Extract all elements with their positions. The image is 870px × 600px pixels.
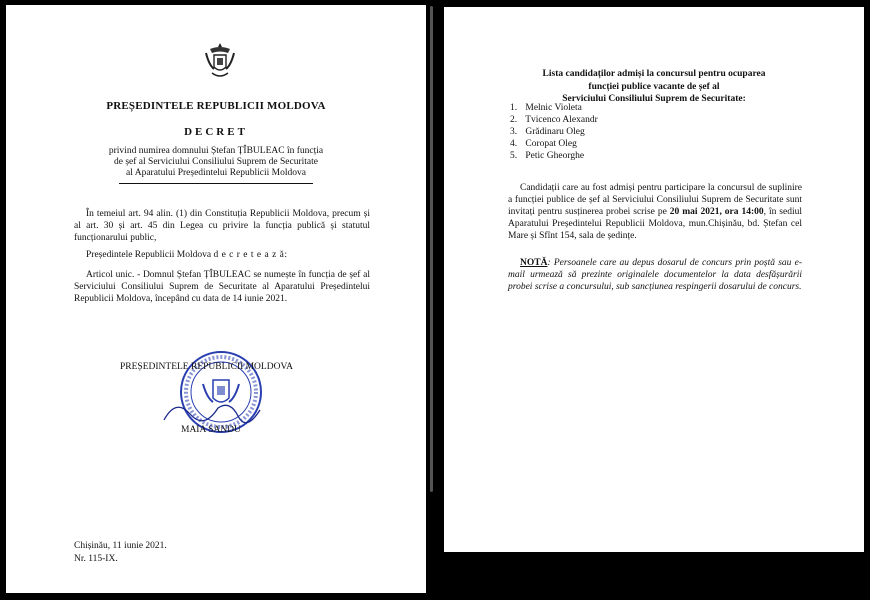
list-item: 5. Petic Gheorghe <box>510 151 585 161</box>
list-title-line: funcției publice vacante de șef al <box>588 82 720 92</box>
note-text: : Persoanele care au depus dosarul de concurs prin poștă sau e-mail urmează să prezinte originalele documentelor la data desfășurării probei scrise a concursului, sub sancțiunea respingerii dosarului de concurs. <box>508 258 802 292</box>
single-article-paragraph: Articol unic. - Domnul Ștefan ȚÎBULEAC se numește în funcția de șef al Serviciului Consiliului Suprem de Securitate al Aparatului Președintelui Republicii Moldova, începând cu data de 14 iunie 2021. <box>74 270 370 304</box>
list-item: 1. Melnic Violeta <box>510 103 582 113</box>
scrollbar[interactable] <box>430 6 433 492</box>
decree-date: Chișinău, 11 iunie 2021. <box>74 541 167 551</box>
signatory-title: PREȘEDINTELE REPUBLICII MOLDOVA <box>120 362 293 372</box>
candidates-list-page <box>444 7 864 552</box>
decree-subject-line: privind numirea domnului Ștefan ȚÎBULEAC în funcția <box>108 146 324 156</box>
list-item: 3. Grădinaru Oleg <box>510 127 585 137</box>
decree-issuer-title: PREȘEDINTELE REPUBLICII MOLDOVA <box>106 100 326 112</box>
exam-date: 20 mai 2021, ora 14:00 <box>669 207 764 217</box>
decree-statement-verb: d e c r e t e a z ă: <box>213 250 288 260</box>
signatory-name: MAIA SANDU <box>181 425 241 435</box>
decree-statement-lead: Președintele Republicii Moldova <box>86 250 214 260</box>
subject-underline <box>119 183 313 184</box>
coat-of-arms-icon <box>204 41 236 81</box>
invitation-paragraph: Candidații care au fost admiși pentru participare la concursul de suplinire a funcției publice de șef al Serviciului Consiliului Suprem de Securitate sunt invitați pentru susținerea probei scrise pe 20 mai 2021, ora 14:00, în sediul Aparatului Președintelui Republicii Moldova, mun.Chișinău, bd. Ștefan cel Mare și Sfînt 154, sala de ședințe. <box>508 183 802 241</box>
decree-page <box>6 5 426 593</box>
decree-number: Nr. 115-IX. <box>74 554 118 564</box>
decree-subject-line: al Aparatului Președintelui Republicii Moldova <box>126 168 306 178</box>
list-title-line: Serviciului Consiliului Suprem de Securitate: <box>562 94 746 104</box>
list-item: 4. Coropat Oleg <box>510 139 577 149</box>
note-label: NOTĂ <box>520 258 548 268</box>
handwritten-signature-icon <box>156 390 266 430</box>
decree-statement <box>74 249 370 261</box>
legal-basis-paragraph: În temeiul art. 94 alin. (1) din Constituția Republicii Moldova, precum și al art. 30 și art. 45 din Legea cu privire la funcția publică și statutul funcționarului public, <box>74 209 370 243</box>
list-title-line: Lista candidaților admiși la concursul pentru ocuparea <box>542 69 766 79</box>
note-paragraph <box>508 257 802 293</box>
decree-heading: DECRET <box>184 126 248 138</box>
decree-subject-line: de șef al Serviciului Consiliului Suprem de Securitate <box>114 157 318 167</box>
list-item: 2. Tvicenco Alexandr <box>510 115 598 125</box>
